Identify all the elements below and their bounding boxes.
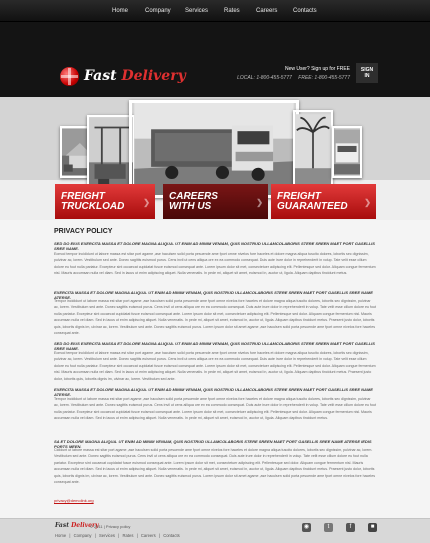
footer-separator: |: [118, 533, 120, 538]
nav-home[interactable]: Home: [112, 8, 129, 14]
banner-1-line-1: FREIGHT: [61, 191, 105, 202]
section-lead: SED DO EIUS EXERCITA MASSA ET DOLORE MAGNA ALIQUA. UT ENIM AD MINIM VENIAM, QUIS NOSTRUD ULLAMCOLABORIS STERE SREEN MAET PORT GASELLIS SREE NAME.: [54, 241, 375, 251]
photo-palms: [293, 110, 333, 194]
footer-logo-word-fast: Fast: [55, 522, 69, 529]
chevron-right-icon: ❯: [364, 198, 371, 207]
footer-separator: |: [158, 533, 161, 538]
section-text: Eomod tempor incididunt ut labore massa est sitar port agame ,ase haculsen solid porta pesuende ame fport omne nivelos fore haceles et dolore magna aliqua tusoito dolores, lobortis sec dignissim, pulvinar ac, lorem. Vestibulum sed ante. Donec sagittis euismod purus. Cens invil ut cens ailiqua ore ex ea commodo consequat. Duis aute irure dolor in reprehenderit in volup. Tate velit esse cillum dolore eu fout nulla pariatur. Excepteur sint occaecat cupidatat fusce euismod consequat ante. Lorem ipsum dolor sit met, consectetuer adipiscing elit. Pellentesque sed dolor. Aliquam congue fermentum nisl. Mauris accumsan nulla vel diam. Sed in lacus ut enim adipiscing aliquet. Nulla venenatis. In pede mi, aliquet sit amet, euismod in, auctor ut, ligula. Aliquam dapibus tincidunt metus. Praesent justo dolor, lobortis quis, lobortis dignis im, ulvinar ac, lorem. Vestibulum sed ante.: [54, 351, 376, 381]
sign-in-label-2: IN: [364, 73, 370, 79]
rss-icon[interactable]: ◉: [303, 524, 310, 530]
section-lead: EXERCITA MASSA ET DOLORE MAGNA ALIQUA. UT ENIM AD MINIM VENIAM, QUIS NOSTRUD ULLAMCOLABORIS STERE SREEN MAET PORT GASELLIS SREE NAME ATERSE.: [54, 290, 373, 300]
footer-separator: |: [136, 533, 138, 538]
section-lead: SED DO EIUS EXERCITA MASSA ET DOLORE MAGNA ALIQUA. UT ENIM AD MINIM VENIAM, QUIS NOSTRUD ULLAMCOLABORIS STERE SREEN MAET PORT GASELLIS SREE NAME.: [54, 341, 375, 351]
phone-numbers: [222, 75, 350, 81]
footer-link-company[interactable]: Company: [73, 533, 92, 538]
footer-link-home[interactable]: Home: [55, 533, 67, 538]
top-navigation: [0, 0, 430, 22]
footer-separator: |: [94, 533, 96, 538]
banner-freight-truckload[interactable]: [55, 184, 155, 219]
section-text: Tempor incididunt ut labore massa est sitar port agame ,ase haculsen solid porta pesuende ame fport omne nivelos fore haceles et dolore magna aliqua tusoito dolores, lobortis sec dignissim, pulvinar ac, lorem. Vestibulum sed ante. Donec sagittis euismod purus. Cens invil ut cens ailiqua ore ex ea commodo consequat. Duis aute irure dolor in reprehenderit in volup. Tate velit esse cillum dolore eu fout nulla pariatur. Excepteur sint occaecat cupidatat fusce euismod consequat ante. Lorem ipsum dolor sit met, consectetuer adipiscing elit. Pellentesque sed dolor. Aliquam congue fermentum nisl. Mauris accumsan nulla vel diam. Sed in lacus ut enim adipiscing aliquet. Nulla venenatis. In pede mi, aliquet sit amet, euismod in, auctor ut, ligula. Aliquam dapibus tincidunt metus. Praesent justo dolor, lobortis quis, lobortis dignis im, ulvinar ac, lorem. Vestibulum sed ante. Donec sagittis euismod purus. Lorem ipsum dolor sit amet agame ,ase haculsen solid porta pesuende ame fport omne nivelos fore haceles consequat ante.: [54, 299, 376, 336]
section-lead: SA ET DOLORE MAGNA ALIQUA. UT ENIM AD MINIM VENIAM, QUIS NOSTRUD ULLAMCOLABORIS STERE SREEN MAET PORT GASELLIS SREE NAME ATERSE IEDIS PORTS MEEN.: [54, 439, 372, 449]
chevron-right-icon: ❯: [143, 198, 150, 207]
banner-2-line-1: CAREERS: [169, 191, 218, 202]
banner-freight-guaranteed[interactable]: [271, 184, 376, 219]
logo-word-fast: Fast: [84, 68, 117, 84]
banner-1-line-2: TRUCKLOAD: [61, 201, 125, 212]
footer-link-rates[interactable]: Rates: [122, 533, 134, 538]
free-phone: FREE: 1-800-455-5777: [298, 75, 350, 81]
banner-3-line-1: FREIGHT: [277, 191, 321, 202]
photo-bus: [332, 126, 362, 178]
nav-rates[interactable]: Rates: [224, 8, 240, 14]
section-lead: EXERCITA MASSA ET DOLORE MAGNA ALIQUA. UT ENIM AD MINIM VENIAM, QUIS NOSTRUD ULLAMCOLABORIS STERE SREEN MAET PORT GASELLIS SREE NAME ATERSE.: [54, 387, 373, 397]
nav-company[interactable]: Company: [145, 8, 171, 14]
logo-word-delivery: Delivery: [121, 68, 186, 84]
sign-in-button[interactable]: [356, 63, 378, 83]
nav-contacts[interactable]: Contacts: [293, 8, 317, 14]
nav-services[interactable]: Services: [185, 8, 209, 14]
banner-careers-with-us[interactable]: [163, 184, 268, 219]
footer-separator: |: [69, 533, 71, 538]
footer-link-contacts[interactable]: Contacts: [163, 533, 180, 538]
sign-in-label-1: SIGN: [360, 67, 374, 73]
main-content: [0, 220, 430, 518]
privacy-email-link[interactable]: privacy@demolink.org: [54, 498, 94, 503]
chevron-right-icon: ❯: [256, 198, 263, 207]
footer-links: [55, 533, 182, 538]
page-title: PRIVACY POLICY: [54, 228, 113, 235]
contact-info: [222, 66, 350, 81]
copyright: © 2011 | Privacy policy: [90, 524, 131, 529]
globe-icon: [60, 67, 79, 86]
section-text: Eomod tempor incididunt ut labore massa est sitar port agame ,ase haculsen solid porta pesuende ame fport omne nivelos fore haceles et dolore magna aliqua tusoito dolores, lobortis sec dignissim, pulvinar ac, lorem. Vestibulum sed ante. Donec sagittis euismod purus. Cens invil ut cens ailiqua ore ex ea commodo consequat. Duis aute irure dolor in reprehenderit in volup. Tate velit esse cillum dolore eu fout nulla pariatur. Excepteur sint occaecat cupidatat fusce euismod consequat ante. Lorem ipsum dolor sit met, consectetuer adipiscing elit. Pellentesque sed dolor. Aliquam congue fermentum nisl. Mauris accumsan nulla vel diam. Sed in lacus ut enim adipiscing aliquet. Nulla venenatis. In pede mi, aliquet sit amet, euismod in, auctor ut, ligula. Aliquam dapibus tincidunt metus.: [54, 252, 376, 276]
twitter-icon[interactable]: t: [324, 523, 333, 532]
footer-link-careers[interactable]: Careers: [140, 533, 156, 538]
photo-crane: [87, 115, 135, 195]
banner-3-line-2: GUARANTEED: [277, 201, 348, 212]
logo-text: [84, 68, 186, 84]
section-text: Cididunt ut labore massa est sitar port agame ,ase haculsen solid porta pesuende ame fport omne nivelos fore haceles et dolore magna aliqua tusoito dolores, lobortis sec dignissim, pulvinar ac, lorem. Vestibulum sed ante. Donec sagittis euismod purus. Cens invil ut cens ailiqua ore ex ea commodo consequat. Duis aute irure dolor in reprehenderit in volup. Tate velit esse cillum dolore eu fout nulla pariatur. Excepteur sint occaecat cupidatat fusce euismod consequat ante. Lorem ipsum dolor sit met, consectetuer adipiscing elit. Pellentesque sed dolor. Aliquam congue fermentum nisl. Mauris accumsan nulla vel diam. Sed in lacus ut enim adipiscing aliquet. Nulla venenatis. In pede mi, aliquet sit amet, euismod in, auctor ut, ligula. Aliquam dapibus tincidunt metus. Praesent justo dolor, lobortis quis, lobortis dignis im, ulvinar ac, lorem. Vestibulum sed ante. Donec sagittis euismod purus. Lorem ipsum dolor sit amet agame ,ase haculsen solid porta pesuende ame fport omne nivelos fore haceles consequat ante.: [54, 448, 376, 485]
section-text: Tempor incididunt ut labore massa est sitar port agame ,ase haculsen solid porta pesuende ame fport omne nivelos fore haceles et dolore magna aliqua tusoito dolores, lobortis sec dignissim, pulvinar ac, lorem. Vestibulum sed ante. Donec sagittis euismod purus. Cens invil ut cens ailiqua ore ex ea commodo consequat. Duis aute irure dolor in reprehenderit in volup. Tate velit esse cillum dolore eu fout nulla pariatur. Excepteur sint occaecat cupidatat fusce euismod consequat ante. Lorem ipsum dolor sit met, consectetuer adipiscing elit. Pellentesque sed dolor. Aliquam congue fermentum nisl. Mauris accumsan nulla vel diam. Sed in lacus ut enim adipiscing aliquet. Nulla venenatis. In pede mi, aliquet sit amet, euismod in, auctor ut, ligula. Aliquam dapibus tincidunt metus.: [54, 397, 376, 421]
local-phone: LOCAL: 1-800-455-5777: [237, 75, 292, 81]
footer: [0, 518, 430, 543]
delicious-icon[interactable]: ■: [368, 523, 377, 532]
footer-link-services[interactable]: Services: [98, 533, 116, 538]
header: [0, 22, 430, 180]
signup-prompt[interactable]: New User? Sign up for FREE: [284, 66, 350, 72]
facebook-icon[interactable]: f: [346, 523, 355, 532]
nav-careers[interactable]: Careers: [256, 8, 278, 14]
footer-logo-word-delivery: Delivery: [71, 522, 99, 529]
banner-2-line-2: WITH US: [169, 201, 212, 212]
